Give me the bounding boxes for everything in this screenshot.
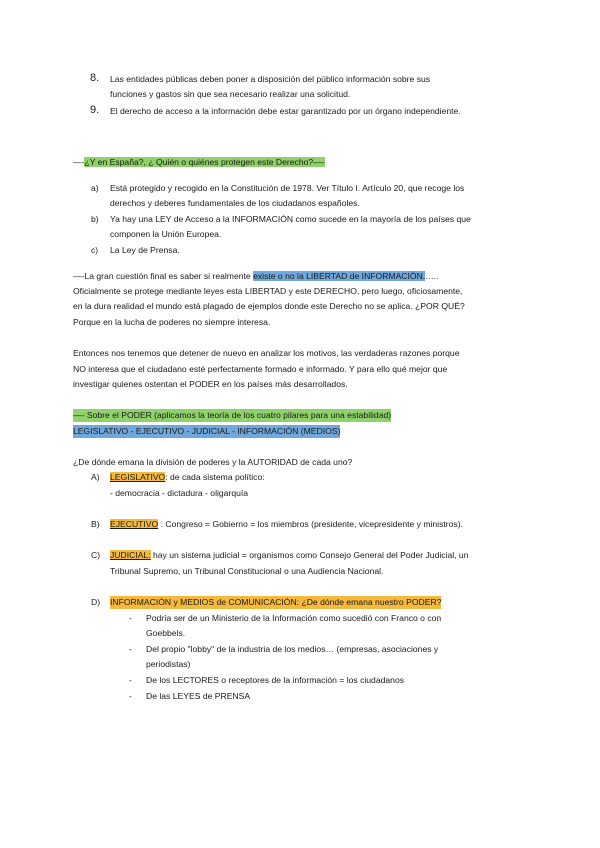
paragraph-line: en la dura realidad el mundo está plagado de ejemplos donde este Derecho no se aplica. ¿POR QUÉ?	[73, 301, 465, 311]
paragraph-line: —-La gran cuestión final es saber si realmente existe o no la LIBERTAD de INFORMACIÓN.…..	[73, 271, 439, 281]
list-item-line: derechos y deberes fundamentales de los ciudadanos españoles.	[110, 198, 360, 208]
paragraph-line: Porque en la lucha de poderes no siempre interesa.	[73, 317, 271, 327]
question-spain: —-¿Y en España?, ¿ Quién o quiénes protegen este Derecho?—-	[73, 157, 325, 167]
section-letter: B)	[91, 519, 100, 529]
dash-bullet: -	[129, 691, 132, 701]
list-item-line: De los LECTORES o receptores de la información = los ciudadanos	[146, 675, 405, 685]
section-letter: C)	[91, 550, 101, 560]
list-item-line: Goebbels.	[146, 628, 186, 638]
question-division: ¿De dónde emana la división de poderes y la AUTORIDAD de cada uno?	[73, 457, 353, 467]
list-item-line: componen la Unión Europea.	[110, 229, 222, 239]
list-item-line: periodistas)	[146, 659, 191, 669]
section-letter: A)	[91, 472, 100, 482]
list-item-line: El derecho de acceso a la información debe estar garantizado por un órgano independiente.	[110, 106, 461, 116]
section-c-line: JUDICIAL: hay un sistema judicial = organismos como Consejo General del Poder Judicial, un	[110, 550, 469, 560]
dash-bullet: -	[129, 613, 132, 623]
power-heading: —- Sobre el PODER (aplicamos la teoría de los cuatro pilares para una estabilidad)	[73, 410, 392, 420]
list-item-line: De las LEYES de PRENSA	[146, 691, 251, 701]
list-item-line: La Ley de Prensa.	[110, 245, 180, 255]
list-letter: a)	[91, 183, 99, 193]
list-item-line: Está protegido y recogido en la Constitución de 1978. Ver Título I. Artículo 20, que recoge los	[110, 183, 465, 193]
section-letter: D)	[91, 597, 101, 607]
paragraph-line: NO interesa que el ciudadano esté perfectamente formado e informado. Y para ello qué mejor que	[73, 364, 448, 374]
section-d-heading: INFORMACIÓN y MEDIOS de COMUNICACIÓN: ¿De dónde emana nuestro PODER?	[110, 597, 442, 607]
paragraph-line: Oficialmente se protege mediante leyes esta LIBERTAD y este DERECHO, pero luego, oficiosamente,	[73, 286, 463, 296]
section-c-line: Tribunal Supremo, un Tribunal Constitucional o una Audiencia Nacional.	[110, 566, 384, 576]
list-letter: b)	[91, 214, 99, 224]
list-number: 8.	[90, 72, 100, 84]
list-item-line: funciones y gastos sin que sea necesario realizar una solicitud.	[110, 89, 351, 99]
list-item-line: Las entidades públicas deben poner a disposición del público información sobre sus	[110, 74, 431, 84]
power-pillars: LEGISLATIVO - EJECUTIVO - JUDICIAL - INFORMACIÓN (MEDIOS)	[73, 426, 341, 436]
paragraph-line: investigar quienes ostentan el PODER en los países más desarrollados.	[73, 379, 348, 389]
section-b-line: EJECUTIVO : Congreso = Gobierno = los miembros (presidente, vicepresidente y ministros).	[110, 519, 463, 529]
list-item-line: Del propio "lobby" de la industria de los medios… (empresas, asociaciones y	[146, 644, 439, 654]
section-a-sub: - democracia - dictadura - oligarquía	[110, 488, 249, 498]
section-a-line: LEGISLATIVO: de cada sistema político:	[110, 472, 265, 482]
list-number: 9.	[90, 104, 100, 116]
dash-bullet: -	[129, 644, 132, 654]
dash-bullet: -	[129, 675, 132, 685]
paragraph-line: Entonces nos tenemos que detener de nuevo en analizar los motivos, las verdaderas razones porque	[73, 348, 460, 358]
list-item-line: Ya hay una LEY de Acceso a la INFORMACIÓN como sucede en la mayoría de los países que	[110, 214, 471, 224]
list-item-line: Podría ser de un Ministerio de la Información como sucedió con Franco o con	[146, 613, 442, 623]
list-letter: c)	[91, 245, 99, 255]
